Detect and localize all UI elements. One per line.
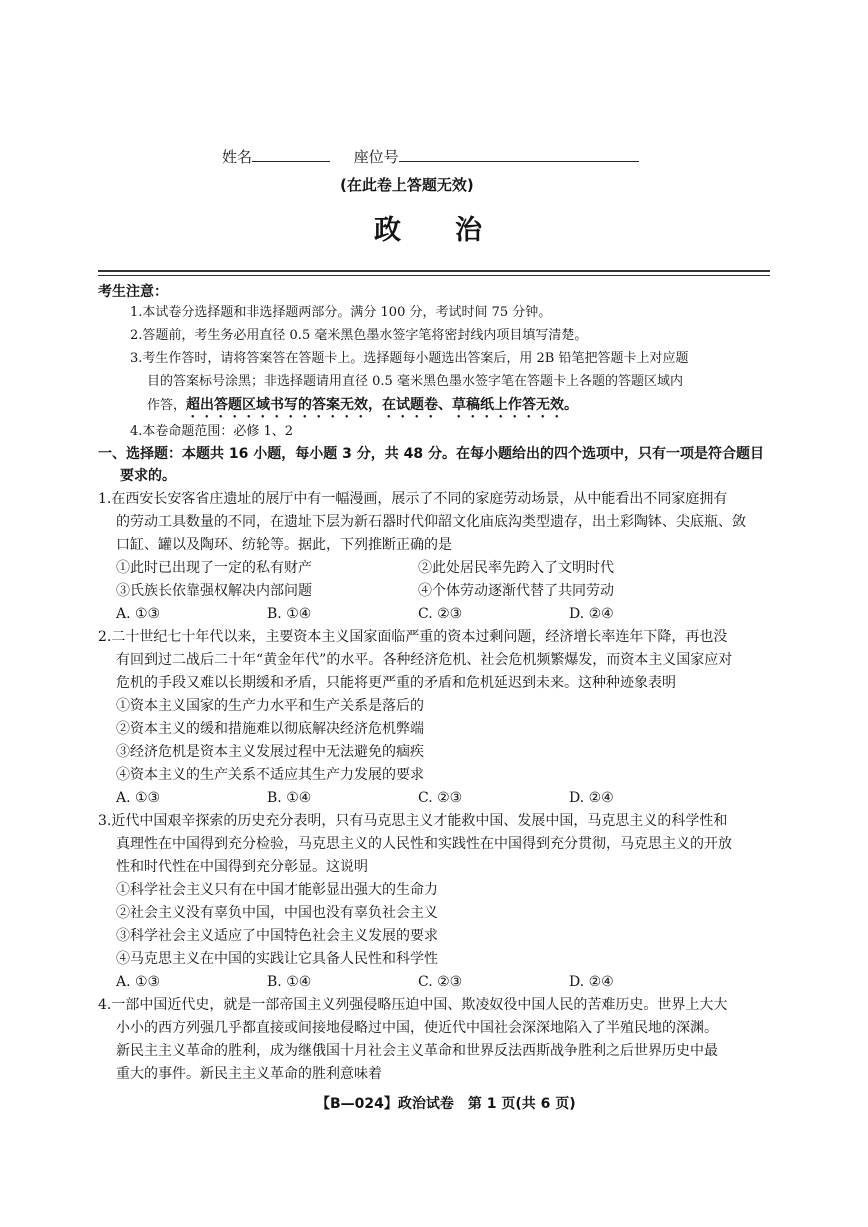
q2-statement-4: ④资本主义的生产关系不适应其生产力发展的要求 xyxy=(116,767,424,783)
q2-stem-3: 危机的手段又难以长期缓和矛盾，只能将更严重的矛盾和危机延迟到未来。这种种迹象表明 xyxy=(116,675,676,691)
notice-item-3-prefix: 作答， xyxy=(147,398,187,413)
page-footer: 【B—024】政治试卷 第 1 页(共 6 页) xyxy=(316,1096,576,1112)
q1-stem-2: 的劳动工具数量的不同，在遗址下层为新石器时代仰韶文化庙底沟类型遗存，出土彩陶钵、尖底瓶、敛 xyxy=(116,514,746,530)
header-rule-thin xyxy=(98,275,770,276)
q1-choice-d[interactable]: D. ②④ xyxy=(569,606,614,622)
q1-choice-b[interactable]: B. ①④ xyxy=(267,606,312,622)
q1-statement-1: ①此时已出现了一定的私有财产 xyxy=(116,560,312,576)
q2-statement-2: ②资本主义的缓和措施难以彻底解决经济危机弊端 xyxy=(116,721,424,737)
notice-item-3: 3.考生作答时，请将答案答在答题卡上。选择题每小题选出答案后，用 2B 铅笔把答题卡上对应题 xyxy=(130,351,689,366)
name-label: 姓名 xyxy=(222,148,253,166)
notice-item-1: 1.本试卷分选择题和非选择题两部分。满分 100 分，考试时间 75 分钟。 xyxy=(130,305,552,320)
q2-choice-b[interactable]: B. ①④ xyxy=(267,790,312,806)
q3-statement-1: ①科学社会主义只有在中国才能彰显出强大的生命力 xyxy=(116,882,438,898)
name-blank xyxy=(252,147,330,162)
q3-choice-b[interactable]: B. ①④ xyxy=(267,974,312,990)
q2-statement-1: ①资本主义国家的生产力水平和生产关系是落后的 xyxy=(116,698,424,714)
notice-item-3-end xyxy=(147,394,578,421)
seat-label: 座位号 xyxy=(353,148,399,166)
notice-emphasis: 超出答题区域书写的答案无效，在试题卷、草稿纸上作答无效。 xyxy=(186,397,579,413)
header-rule-thick xyxy=(98,270,770,272)
q3-stem-3: 性和时代性在中国得到充分彰显。这说明 xyxy=(116,859,368,875)
section-heading-line1: 一、选择题：本题共 16 小题，每小题 3 分，共 48 分。在每小题给出的四个选项中，只有一项是符合题目 xyxy=(98,446,764,462)
notice-item-2: 2.答题前，考生务必用直径 0.5 毫米黑色墨水签字笔将密封线内项目填写清楚。 xyxy=(130,328,588,343)
q4-stem-2: 小小的西方列强几乎都直接或间接地侵略过中国，使近代中国社会深深地陷入了半殖民地的深渊。 xyxy=(116,1020,718,1036)
invalid-notice: (在此卷上答题无效) xyxy=(340,176,474,194)
q1-statement-3: ③氏族长依靠强权解决内部问题 xyxy=(116,583,312,599)
q2-choice-a[interactable]: A. ①③ xyxy=(116,790,161,806)
q3-stem-2: 真理性在中国得到充分检验，马克思主义的人民性和实践性在中国得到充分贯彻，马克思主义的开放 xyxy=(116,836,732,852)
q4-stem-3: 新民主主义革命的胜利，成为继俄国十月社会主义革命和世界反法西斯战争胜利之后世界历史中最 xyxy=(116,1043,718,1059)
q1-statement-2: ②此处居民率先跨入了文明时代 xyxy=(418,560,614,576)
q2-statement-3: ③经济危机是资本主义发展过程中无法避免的痼疾 xyxy=(116,744,424,760)
q1-choice-c[interactable]: C. ②③ xyxy=(418,606,463,622)
q2-stem-1: 2.二十世纪七十年代以来，主要资本主义国家面临严重的资本过剩问题，经济增长率连年下降，再也没 xyxy=(98,629,728,645)
q2-stem-2: 有回到过二战后二十年“黄金年代”的水平。各种经济危机、社会危机频繁爆发，而资本主义国家应对 xyxy=(116,652,733,668)
q1-stem-1: 1.在西安长安客省庄遗址的展厅中有一幅漫画，展示了不同的家庭劳动场景，从中能看出不同家庭拥有 xyxy=(98,491,728,507)
q4-stem-1: 4.一部中国近代史，就是一部帝国主义列强侵略压迫中国、欺凌奴役中国人民的苦难历史。世界上大大 xyxy=(98,997,728,1013)
q3-statement-4: ④马克思主义在中国的实践让它具备人民性和科学性 xyxy=(116,951,438,967)
q1-statement-4: ④个体劳动逐渐代替了共同劳动 xyxy=(418,583,614,599)
q4-stem-4: 重大的事件。新民主主义革命的胜利意味着 xyxy=(116,1066,382,1082)
subject-title: 政 治 xyxy=(374,215,482,246)
q3-choice-d[interactable]: D. ②④ xyxy=(569,974,614,990)
section-heading-line2: 要求的。 xyxy=(120,468,176,484)
q1-choice-a[interactable]: A. ①③ xyxy=(116,606,161,622)
q3-stem-1: 3.近代中国艰辛探索的历史充分表明，只有马克思主义才能救中国、发展中国，马克思主义的科学性和 xyxy=(98,813,728,829)
q3-choice-c[interactable]: C. ②③ xyxy=(418,974,463,990)
q1-stem-3: 口缸、罐以及陶环、纺轮等。据此，下列推断正确的是 xyxy=(116,537,452,553)
q3-statement-3: ③科学社会主义适应了中国特色社会主义发展的要求 xyxy=(116,928,438,944)
q2-choice-c[interactable]: C. ②③ xyxy=(418,790,463,806)
q3-statement-2: ②社会主义没有辜负中国，中国也没有辜负社会主义 xyxy=(116,905,438,921)
notice-item-4: 4.本卷命题范围：必修 1、2 xyxy=(130,424,294,439)
q2-choice-d[interactable]: D. ②④ xyxy=(569,790,614,806)
candidate-info-line xyxy=(222,146,639,167)
notice-item-3-cont: 目的答案标号涂黑；非选择题请用直径 0.5 毫米黑色墨水签字笔在答题卡上各题的答题区域内 xyxy=(147,374,683,389)
notice-title: 考生注意： xyxy=(98,284,168,300)
seat-blank xyxy=(399,147,639,162)
q3-choice-a[interactable]: A. ①③ xyxy=(116,974,161,990)
